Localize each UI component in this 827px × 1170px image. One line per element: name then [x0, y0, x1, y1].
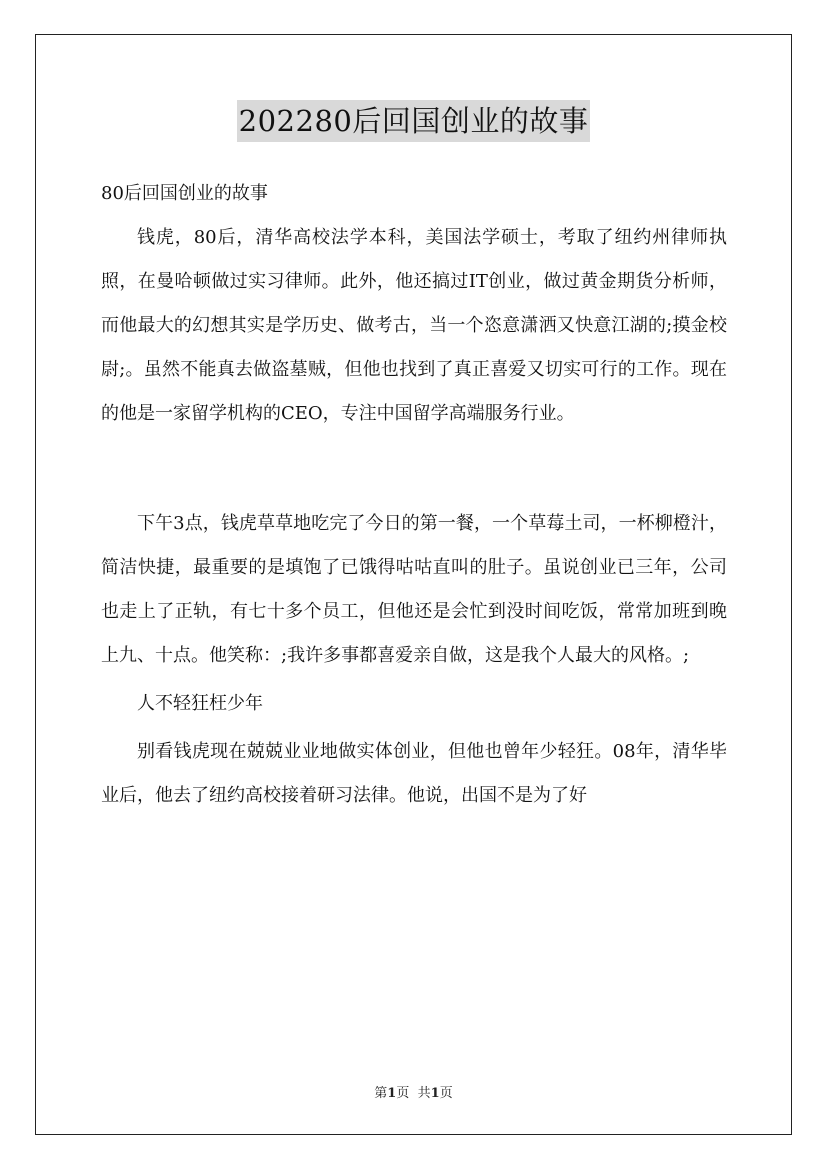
blank-line [101, 436, 727, 502]
page-suffix: 页 [396, 1086, 410, 1101]
paragraph-intro: 钱虎，80后，清华高校法学本科，美国法学硕士，考取了纽约州律师执照，在曼哈顿做过实习律师。此外，他还搞过IT创业，做过黄金期货分析师，而他最大的幻想其实是学历史、做考古，当一个恣意潇洒又快意江湖的;摸金校尉;。虽然不能真去做盗墓贼，但他也找到了真正喜爱又切实可行的工作。现在的他是一家留学机构的CEO，专注中国留学高端服务行业。 [101, 227, 727, 424]
total-prefix: 共 [417, 1086, 431, 1101]
document-body [101, 172, 727, 818]
title-area [0, 100, 827, 142]
page-number: 1 [387, 1086, 397, 1101]
document-title: 202280后回国创业的故事 [237, 100, 591, 142]
page-footer [0, 1082, 827, 1101]
paragraph-youth: 别看钱虎现在兢兢业业地做实体创业，但他也曾年少轻狂。08年，清华毕业后，他去了纽约高校接着研习法律。他说，出国不是为了好 [101, 741, 727, 806]
total-pages: 1 [430, 1086, 440, 1101]
subheading: 80后回国创业的故事 [101, 183, 268, 204]
section-heading: 人不轻狂枉少年 [137, 693, 263, 714]
page-prefix: 第 [374, 1086, 388, 1101]
total-suffix: 页 [439, 1086, 453, 1101]
paragraph-lunch: 下午3点，钱虎草草地吃完了今日的第一餐，一个草莓土司，一杯柳橙汁，简洁快捷，最重要的是填饱了已饿得咕咕直叫的肚子。虽说创业已三年，公司也走上了正轨，有七十多个员工，但他还是会忙到没时间吃饭，常常加班到晚上九、十点。他笑称：;我许多事都喜爱亲自做，这是我个人最大的风格。; [101, 513, 727, 666]
